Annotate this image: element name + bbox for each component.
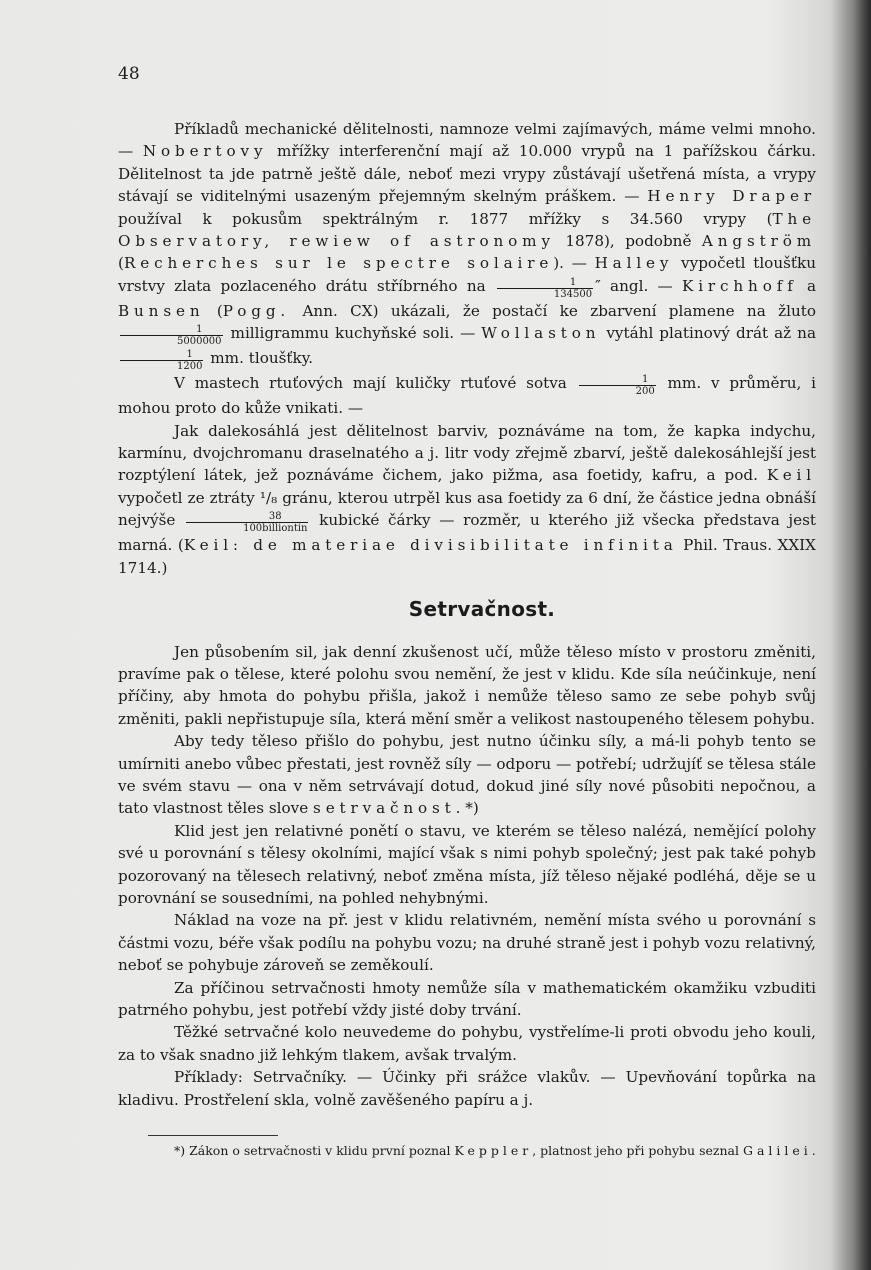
page-shadow-edge	[831, 0, 871, 1270]
fraction: $\frac{1}{5000000}$	[120, 324, 223, 347]
page-body	[118, 118, 816, 1160]
paragraph-4: Jen působením sil, jak denní zkušenost učí, může těleso místo v prostoru změniti, pravíme pak o tělese, které polohu svou nemění, že jest v klidu. Kde síla neúčinkuje, není příčiny, aby hmota do pohybu přišla, jakož i nemůže těleso samo ze sebe pohyb svůj změniti, pakli nepřistupuje síla, která mění směr a velikost nastoupeného tělesem pohybu.	[118, 642, 816, 728]
paragraph-1: Příkladů mechanické dělitelnosti, namnoze velmi zajímavých, máme velmi mnoho. — Nobertovy mřížky interferenční mají až 10.000 vrypů na 1 pařížskou čárku. Dělitelnost ta jde patrně ještě dále, neboť mezi vrypy zůstávají ušetřená místa, a vrypy stávají se viditelnými usazeným přejemným skelným práškem. — Henry Draper používal k pokusům spektrálným r. 1877 mřížky s 34.560 vrypy (The Observatory, rewiew of astronomy 1878), podobně Angström (Recherches sur le spectre solaire). — Halley vypočetl tloušťku vrstvy zlata pozlaceného drátu stříbrného na $\frac{1}{134500}$ ″ angl. — Kirchhoff a Bunsen (Pogg. Ann. CX) ukázali, že postačí ke zbarvení plamene na žluto $\frac{1}{5000000}$ milligrammu kuchyňské soli. — Wollaston vytáhl platinový drát až na $\frac{1}{1200}$ mm. tloušťky.	[118, 120, 816, 373]
footnote-rule	[148, 1135, 278, 1136]
paragraph-6: Klid jest jen relativné ponětí o stavu, ve kterém se těleso nalézá, nemějící polohy své u porovnání s tělesy okolními, mající však s nimi pohyb společný; jest pak také pohyb pozorovaný na tělesech relativný, neboť změna místa, jíž těleso nějaké podléhá, děje se u porovnání se sousedními, na pohled nehybnými.	[118, 821, 816, 907]
fraction: $\frac{38}{\text{100billiontin}}$	[186, 511, 308, 534]
section-heading: Setrvačnost.	[408, 597, 556, 622]
footnote: *) Zákon o setrvačnosti v klidu první poznal Keppler, platnost jeho při pohybu seznal Galilei.	[174, 1143, 816, 1159]
paragraph-8: Za příčinou setrvačnosti hmoty nemůže síla v mathematickém okamžiku vzbuditi patrného pohybu, jest potřebí vždy jisté doby trvání.	[118, 978, 816, 1019]
paragraph-10: Příklady: Setrvačníky. — Účinky při srážce vlakův. — Upevňování topůrka na kladivu. Prostřelení skla, volně zavěšeného papíru a j.	[118, 1068, 816, 1109]
paragraph-9: Těžké setrvačné kolo neuvedeme do pohybu, vystřelíme-li proti obvodu jeho kouli, za to však snadno již lehkým tlakem, avšak trvalým.	[118, 1023, 816, 1064]
fraction: $\frac{1}{200}$	[579, 374, 656, 397]
paragraph-2: V mastech rtuťových mají kuličky rtuťové sotva $\frac{1}{200}$ mm. v průměru, i mohou proto do kůže vnikati. —	[118, 374, 816, 418]
fraction: $\frac{1}{1200}$	[120, 349, 203, 372]
paragraph-5: Aby tedy těleso přišlo do pohybu, jest nutno účinku síly, a má-li pohyb tento se umírniti anebo vůbec přestati, jest rovněž síly — odporu — potřebí; udržujíť se tělesa stále ve svém stavu — ona v něm setrvávají dotud, dokud jiné síly nové působiti nepočnou, a tato vlastnost těles slove setrvačnost. *)	[118, 732, 816, 818]
fraction: $\frac{1}{134500}$	[497, 277, 593, 300]
page-number: 48	[118, 64, 140, 84]
paragraph-3: Jak dalekosáhlá jest dělitelnost barviv, poznáváme na tom, že kapka indychu, karmínu, dvojchromanu draselnatého a j. litr vody zřejmě zbarví, ještě dalekosáhlejší jest rozptýlení látek, jež poznáváme čichem, jako pižma, asa foetidy, kafru, a pod. Keil vypočetl ze ztráty ¹/₈ gránu, kterou utrpěl kus asa foetidy za 6 dní, že částice jedna obnáší nejvýše $\frac{38}{\text{100billiontin}}$ kubické čárky — rozměr, u kterého již všecka představa jest marná. (Keil: de materiae divisibilitate infinita Phil. Traus. XXIX 1714.)	[118, 421, 817, 577]
paragraph-7: Náklad na voze na př. jest v klidu relativném, nemění místa svého u porovnání s částmi vozu, béře však podílu na pohybu vozu; na druhé straně jest i pohyb vozu relativný, neboť se pohybuje zároveň se zeměkoulí.	[118, 911, 816, 975]
